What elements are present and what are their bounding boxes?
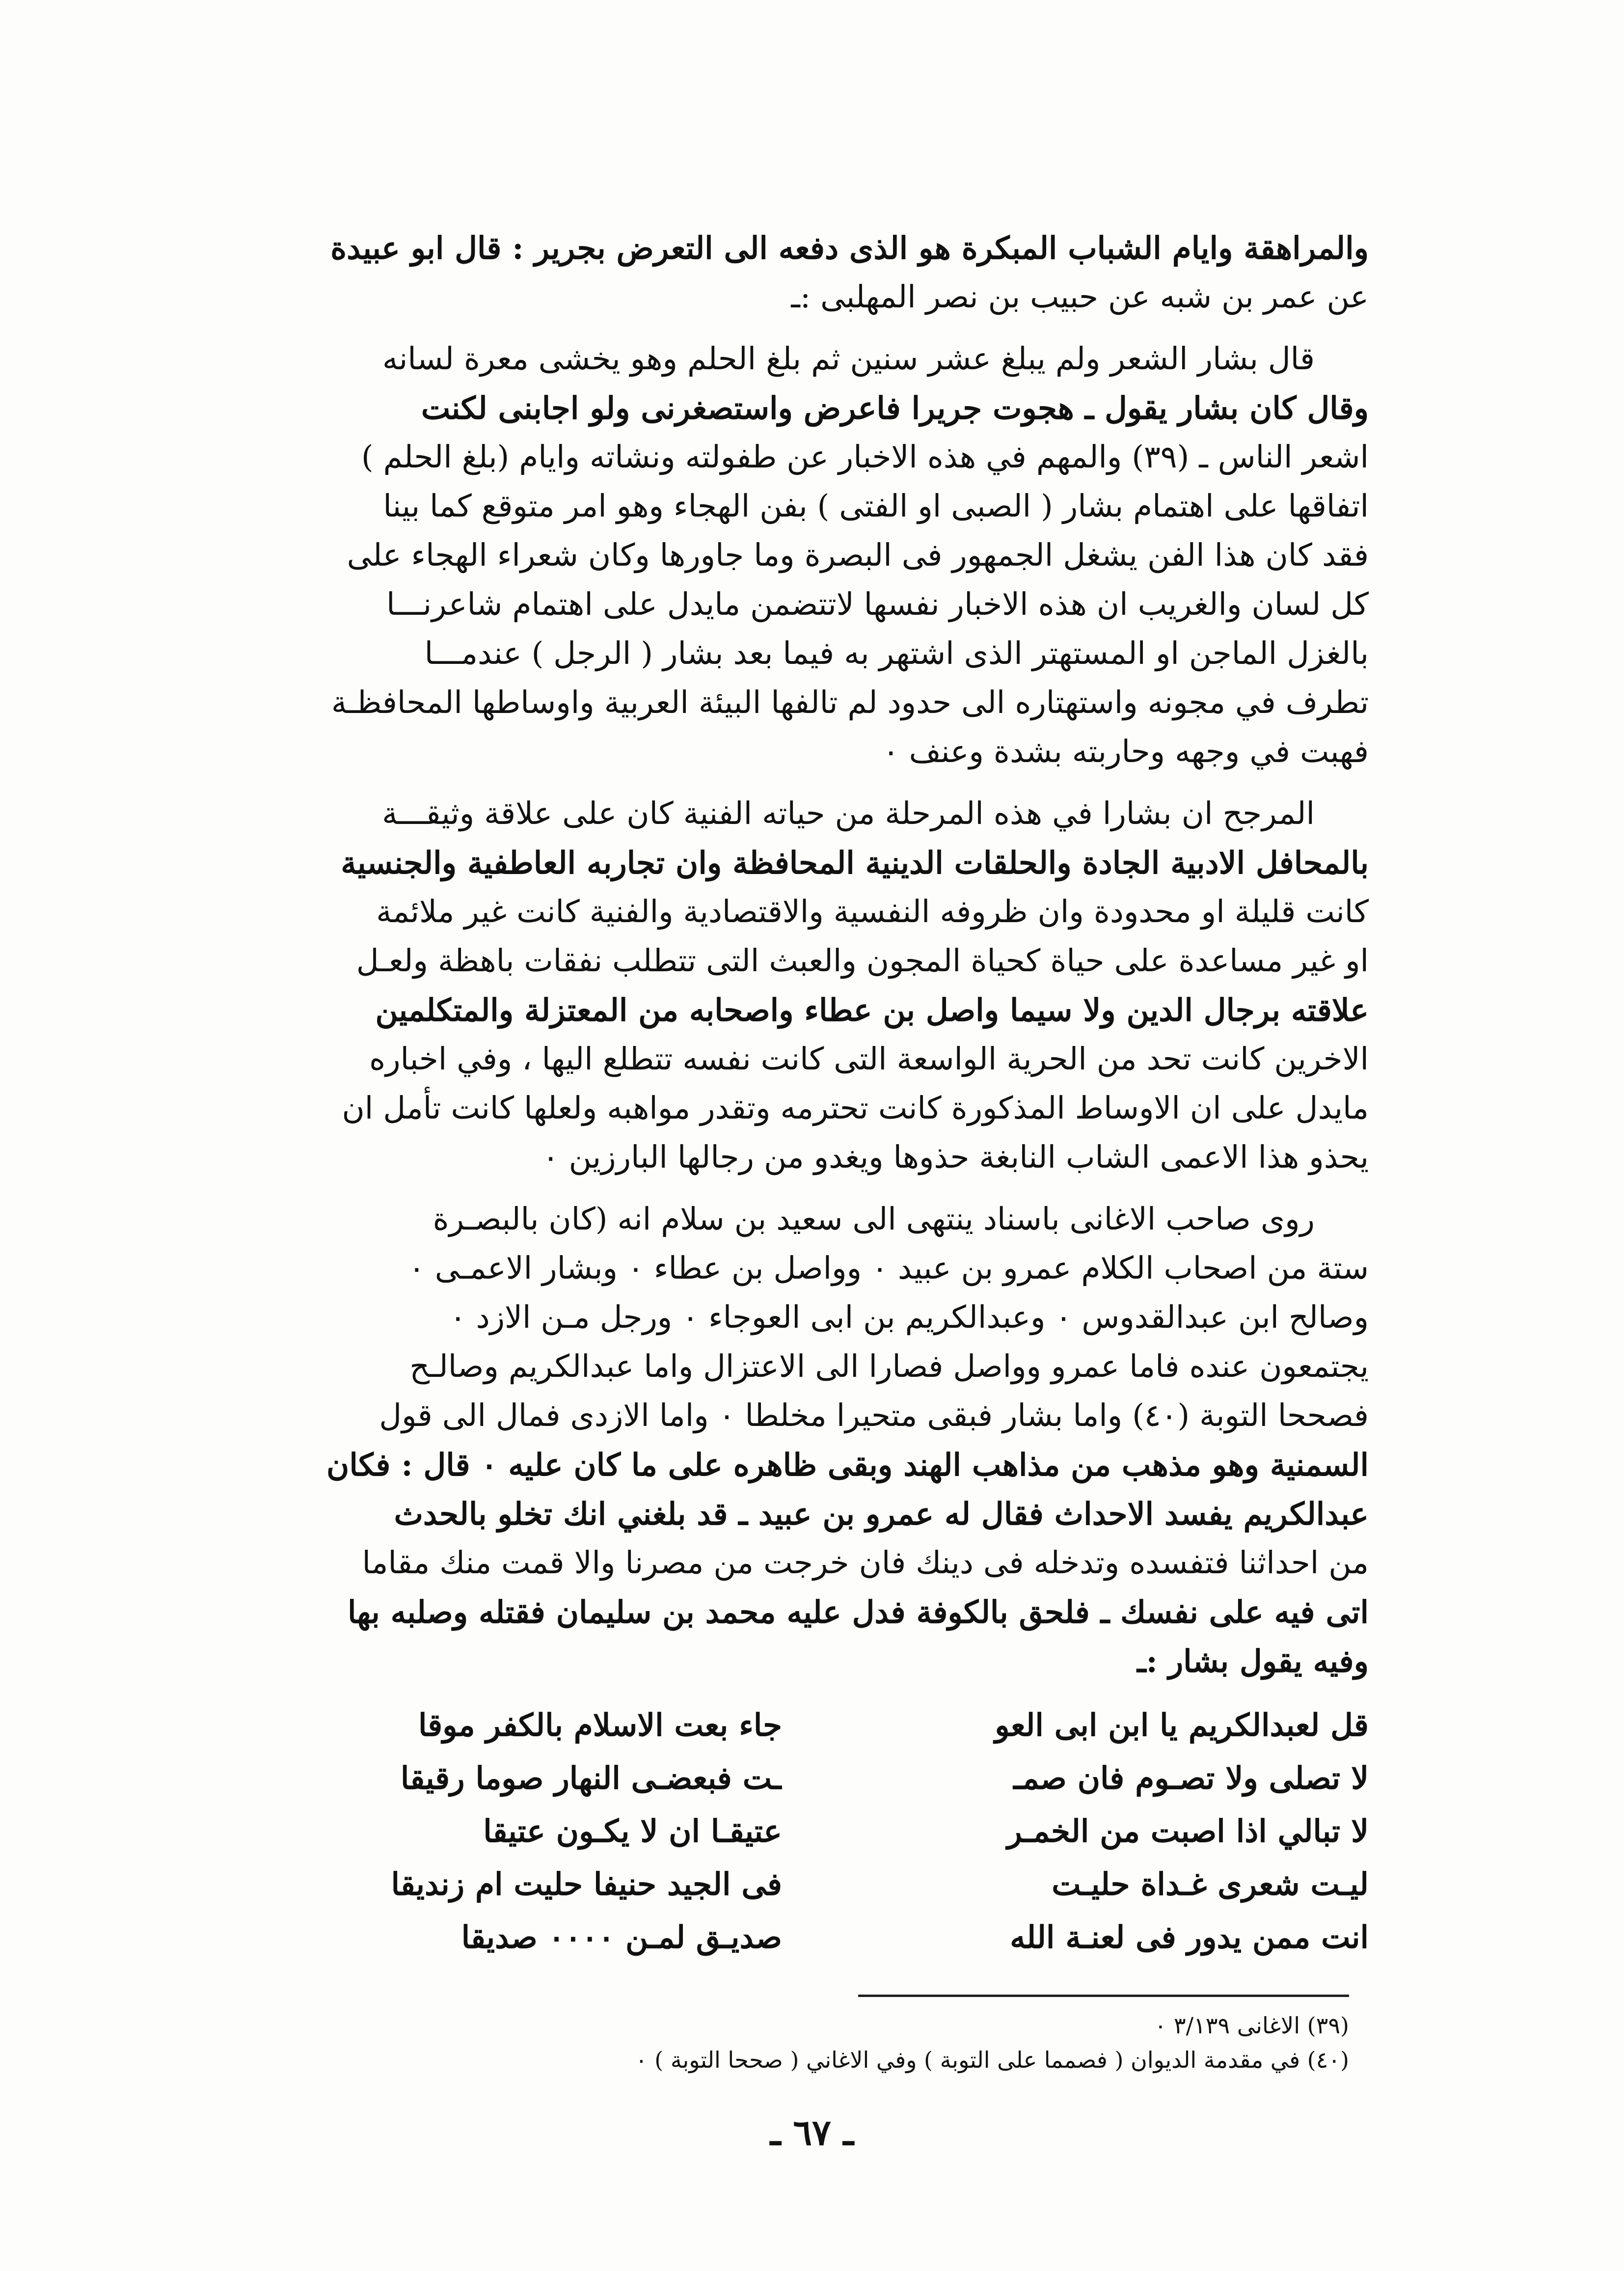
text-line: من احداثنا فتفسده وتدخله فى دينك فان خرجت من مصرنا والا قمت منك مقاما bbox=[362, 1545, 1369, 1581]
verse-first-hemistich: لا تبالي اذا اصبت من الخمـر bbox=[1007, 1813, 1369, 1849]
text-line: تطرف في مجونه واستهتاره الى حدود لم تالفها البيئة العربية واوساطها المحافظـة bbox=[331, 684, 1369, 720]
poem-verse bbox=[241, 1911, 1369, 1964]
text-line: روى صاحب الاغانى باسناد ينتهى الى سعيد بن سلام انه (كان بالبصـرة bbox=[433, 1201, 1315, 1237]
text-line: علاقته برجال الدين ولا سيما واصل بن عطاء واصحابه من المعتزلة والمتكلمين bbox=[375, 992, 1369, 1028]
verse-second-hemistich: فى الجيد حنيفا حليت ام زنديقا bbox=[391, 1866, 783, 1902]
footnote: (٤٠) في مقدمة الديوان ( فصمما على التوبة ) وفي الاغاني ( صححا التوبة ) ٠ bbox=[635, 2047, 1349, 2073]
text-line: اتفاقها على اهتمام بشار ( الصبى او الفتى ) بفن الهجاء وهو امر متوقع كما بينا bbox=[383, 488, 1369, 524]
verse-second-hemistich: صديـق لمـن ٠٠٠٠ صديقا bbox=[461, 1919, 783, 1955]
text-line: اتى فيه على نفسك ـ فلحق بالكوفة فدل عليه محمد بن سليمان فقتله وصلبه بها bbox=[347, 1594, 1369, 1630]
verse-second-hemistich: جاء بعت الاسلام بالكفر موقا bbox=[418, 1707, 783, 1743]
text-line: وفيه يقول بشار :ـ bbox=[1137, 1643, 1369, 1679]
text-line: السمنية وهو مذهب من مذاهب الهند وبقى ظاهره على ما كان عليه ٠ قال : فكان bbox=[326, 1447, 1369, 1483]
verse-second-hemistich: ـت فبعضـى النهار صوما رقيقا bbox=[400, 1760, 783, 1796]
text-line: فهبت في وجهه وحاربته بشدة وعنف ٠ bbox=[882, 734, 1369, 769]
verse-second-hemistich: عتيقـا ان لا يكـون عتيقا bbox=[483, 1813, 783, 1849]
footnotes bbox=[491, 2008, 1349, 2077]
poem-verse bbox=[241, 1751, 1369, 1805]
text-line: مايدل على ان الاوساط المذكورة كانت تحترمه وتقدر مواهبه ولعلها كانت تأمل ان bbox=[342, 1090, 1369, 1126]
text-line: يحذو هذا الاعمى الشاب النابغة حذوها ويغدو من رجالها البارزين ٠ bbox=[542, 1139, 1369, 1175]
text-line: وصالح ابن عبدالقدوس ٠ وعبدالكريم بن ابى العوجاء ٠ ورجل مـن الازد ٠ bbox=[449, 1299, 1369, 1335]
footnote: (٣٩) الاغانى ٣/١٣٩ ٠ bbox=[1154, 2012, 1349, 2039]
verse-first-hemistich: انت ممن يدور فى لعنـة الله bbox=[1010, 1919, 1369, 1955]
text-line: فقد كان هذا الفن يشغل الجمهور فى البصرة وما جاورها وكان شعراء الهجاء على bbox=[347, 537, 1369, 573]
paragraph bbox=[241, 334, 1369, 776]
text-line: فصححا التوبة (٤٠) واما بشار فبقى متحيرا مخلطا ٠ واما الازدى فمال الى قول bbox=[379, 1397, 1369, 1433]
text-line: بالغزل الماجن او المستهتر الذى اشتهر به فيما بعد بشار ( الرجل ) عندمـــا bbox=[424, 635, 1369, 671]
text-line: المرجح ان بشارا في هذه المرحلة من حياته الفنية كان على علاقة وثيقـــة bbox=[382, 795, 1315, 831]
paragraph bbox=[241, 789, 1369, 1182]
text-line: اشعر الناس ـ (٣٩) والمهم في هذه الاخبار عن طفولته ونشاته وايام (بلغ الحلم ) bbox=[361, 439, 1369, 475]
paragraph bbox=[241, 223, 1369, 322]
poem-verse bbox=[241, 1858, 1369, 1911]
text-line: او غير مساعدة على حياة كحياة المجون والعبث التى تتطلب نفقات باهظة ولعـل bbox=[356, 943, 1369, 979]
text-line: يجتمعون عنده فاما عمرو وواصل فصارا الى الاعتزال واما عبدالكريم وصالـح bbox=[409, 1348, 1369, 1384]
text-line: كل لسان والغريب ان هذه الاخبار نفسها لاتتضمن مايدل على اهتمام شاعرنـــا bbox=[386, 586, 1369, 622]
text-line: عن عمر بن شبه عن حبيب بن نصر المهلبى :ـ bbox=[791, 279, 1369, 315]
body-text bbox=[241, 223, 1369, 1964]
poem bbox=[241, 1698, 1369, 1964]
text-line: وقال كان بشار يقول ـ هجوت جريرا فاعرض واستصغرنى ولو اجابنى لكنت bbox=[421, 390, 1369, 426]
text-line: ستة من اصحاب الكلام عمرو بن عبيد ٠ وواصل بن عطاء ٠ وبشار الاعمـى ٠ bbox=[408, 1250, 1369, 1286]
footnote-divider bbox=[858, 1995, 1349, 1997]
text-line: بالمحافل الادبية الجادة والحلقات الدينية المحافظة وان تجاربه العاطفية والجنسية bbox=[341, 845, 1369, 881]
verse-first-hemistich: لا تصلى ولا تصـوم فان صمـ bbox=[1013, 1760, 1369, 1796]
paragraph bbox=[241, 1195, 1369, 1686]
text-line: الاخرين كانت تحد من الحرية الواسعة التى كانت نفسه تتطلع اليها ، وفي اخباره bbox=[369, 1041, 1369, 1077]
text-line: والمراهقة وايام الشباب المبكرة هو الذى دفعه الى التعرض بجرير : قال ابو عبيدة bbox=[330, 230, 1369, 266]
page-number: ـ ٦٧ ـ bbox=[770, 2111, 854, 2153]
text-line: كانت قليلة او محدودة وان ظروفه النفسية والاقتصادية والفنية كانت غير ملائمة bbox=[376, 894, 1369, 930]
text-line: قال بشار الشعر ولم يبلغ عشر سنين ثم بلغ الحلم وهو يخشى معرة لسانه bbox=[382, 341, 1315, 377]
poem-verse bbox=[241, 1805, 1369, 1858]
verse-first-hemistich: ليـت شعرى غـداة حليـت bbox=[1052, 1866, 1369, 1902]
verse-first-hemistich: قل لعبدالكريم يا ابن ابى العو bbox=[995, 1707, 1369, 1743]
poem-verse bbox=[241, 1698, 1369, 1751]
text-line: عبدالكريم يفسد الاحداث فقال له عمرو بن عبيد ـ قد بلغني انك تخلو بالحدث bbox=[394, 1496, 1369, 1532]
